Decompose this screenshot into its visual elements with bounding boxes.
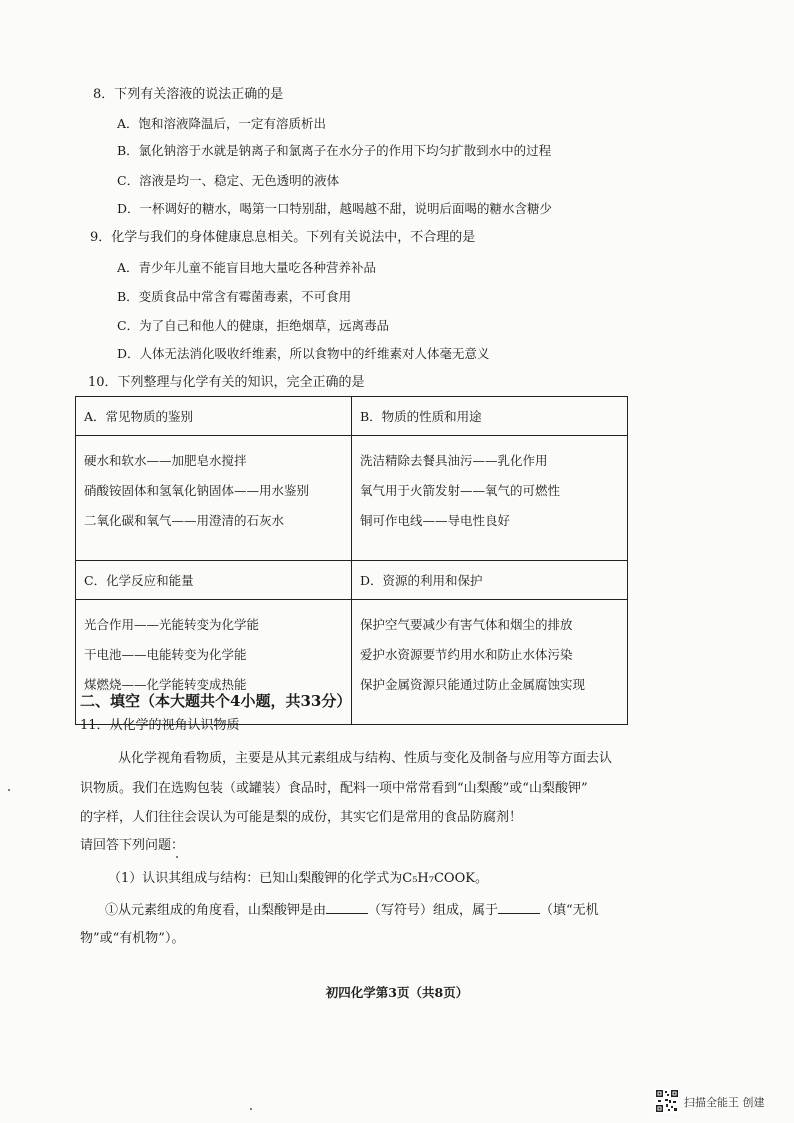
cell-d-body: [352, 600, 628, 725]
answer-blank-symbols[interactable]: [326, 901, 368, 914]
q11-sub1: （1）认识其组成与结构：已知山梨酸钾的化学式为C₅H₇COOK。: [108, 871, 488, 886]
q8-option-d: D．一杯调好的糖水，喝第一口特别甜，越喝越不甜，说明后面喝的糖水含糖少: [117, 201, 553, 216]
q11-paragraph-line: 从化学视角看物质，主要是从其元素组成与结构、性质与变化及制备与应用等方面去认: [118, 751, 613, 766]
cell-c-header: C．化学反应和能量: [76, 561, 352, 600]
q10-knowledge-table: [75, 396, 628, 725]
cell-c-line: 干电池——电能转变为化学能: [84, 647, 247, 662]
q9-option-c: C．为了自己和他人的健康，拒绝烟草，远离毒品: [117, 318, 390, 333]
cell-a-header: A．常见物质的鉴别: [76, 397, 352, 436]
q9-option-d: D．人体无法消化吸收纤维素，所以食物中的纤维素对人体毫无意义: [117, 346, 490, 361]
q9-option-b: B．变质食品中常含有霉菌毒素，不可食用: [117, 289, 352, 304]
q8-option-c: C．溶液是均一、稳定、无色透明的液体: [117, 173, 340, 188]
q11-stem: 11．从化学的视角认识物质: [80, 718, 240, 733]
cell-a-line: 硝酸铵固体和氢氧化钠固体——用水鉴别: [84, 483, 310, 498]
cell-c-line: 煤燃烧——化学能转变成热能: [84, 677, 247, 692]
q9-stem: 9．化学与我们的身体健康息息相关。下列有关说法中，不合理的是: [90, 230, 476, 245]
answer-blank-type[interactable]: [498, 901, 540, 914]
cell-b-line: 洗洁精除去餐具油污——乳化作用: [360, 453, 548, 468]
scanner-watermark: 扫描全能王 创建: [684, 1096, 765, 1109]
cell-a-body: [76, 436, 352, 561]
cell-b-header: B．物质的性质和用途: [352, 397, 628, 436]
q11-sub1a-text: ①从元素组成的角度看，山梨酸钾是由: [105, 903, 327, 918]
q9-option-a: A．青少年儿童不能盲目地大量吃各种营养补品: [117, 260, 377, 275]
qr-code-icon: [655, 1089, 679, 1113]
page-footer: 初四化学第3页（共8页）: [325, 985, 469, 1000]
cell-a-line: 硬水和软水——加肥皂水搅拌: [84, 453, 247, 468]
scan-speck: [250, 1108, 252, 1110]
cell-d-line: 爱护水资源要节约用水和防止水体污染: [360, 647, 573, 662]
q11-sub1a-text: （填“无机: [540, 903, 599, 918]
cell-d-line: 保护金属资源只能通过防止金属腐蚀实现: [360, 677, 586, 692]
q11-paragraph-line: 的字样，人们往往会误认为可能是梨的成份，其实它们是常用的食品防腐剂！: [80, 810, 523, 825]
cell-b-body: [352, 436, 628, 561]
q11-sub1a: [105, 901, 599, 919]
cell-d-line: 保护空气要减少有害气体和烟尘的排放: [360, 617, 573, 632]
cell-a-line: 二氧化碳和氧气——用澄清的石灰水: [84, 513, 285, 528]
scan-speck: [176, 856, 178, 858]
cell-b-line: 铜可作电线——导电性良好: [360, 513, 511, 528]
q10-stem: 10．下列整理与化学有关的知识，完全正确的是: [88, 375, 365, 390]
q11-paragraph-line: 识物质。我们在选购包装（或罐装）食品时，配料一项中常常看到“山梨酸”或“山梨酸钾”: [80, 781, 588, 796]
cell-d-header: D．资源的利用和保护: [352, 561, 628, 600]
cell-c-line: 光合作用——光能转变为化学能: [84, 617, 260, 632]
q8-option-b: B．氯化钠溶于水就是钠离子和氯离子在水分子的作用下均匀扩散到水中的过程: [117, 143, 552, 158]
q8-stem: 8．下列有关溶液的说法正确的是: [93, 87, 284, 102]
scan-speck: [8, 789, 10, 791]
cell-b-line: 氧气用于火箭发射——氧气的可燃性: [360, 483, 561, 498]
q11-sub1a-continued: 物”或“有机物”）。: [80, 931, 185, 946]
q11-sub1a-text: （写符号）组成，属于: [368, 903, 499, 918]
q11-prompt: 请回答下列问题：: [80, 838, 185, 853]
section-title: 二、填空（本大题共个4小题，共33分）: [80, 692, 352, 710]
q8-option-a: A．饱和溶液降温后，一定有溶质析出: [117, 116, 327, 131]
